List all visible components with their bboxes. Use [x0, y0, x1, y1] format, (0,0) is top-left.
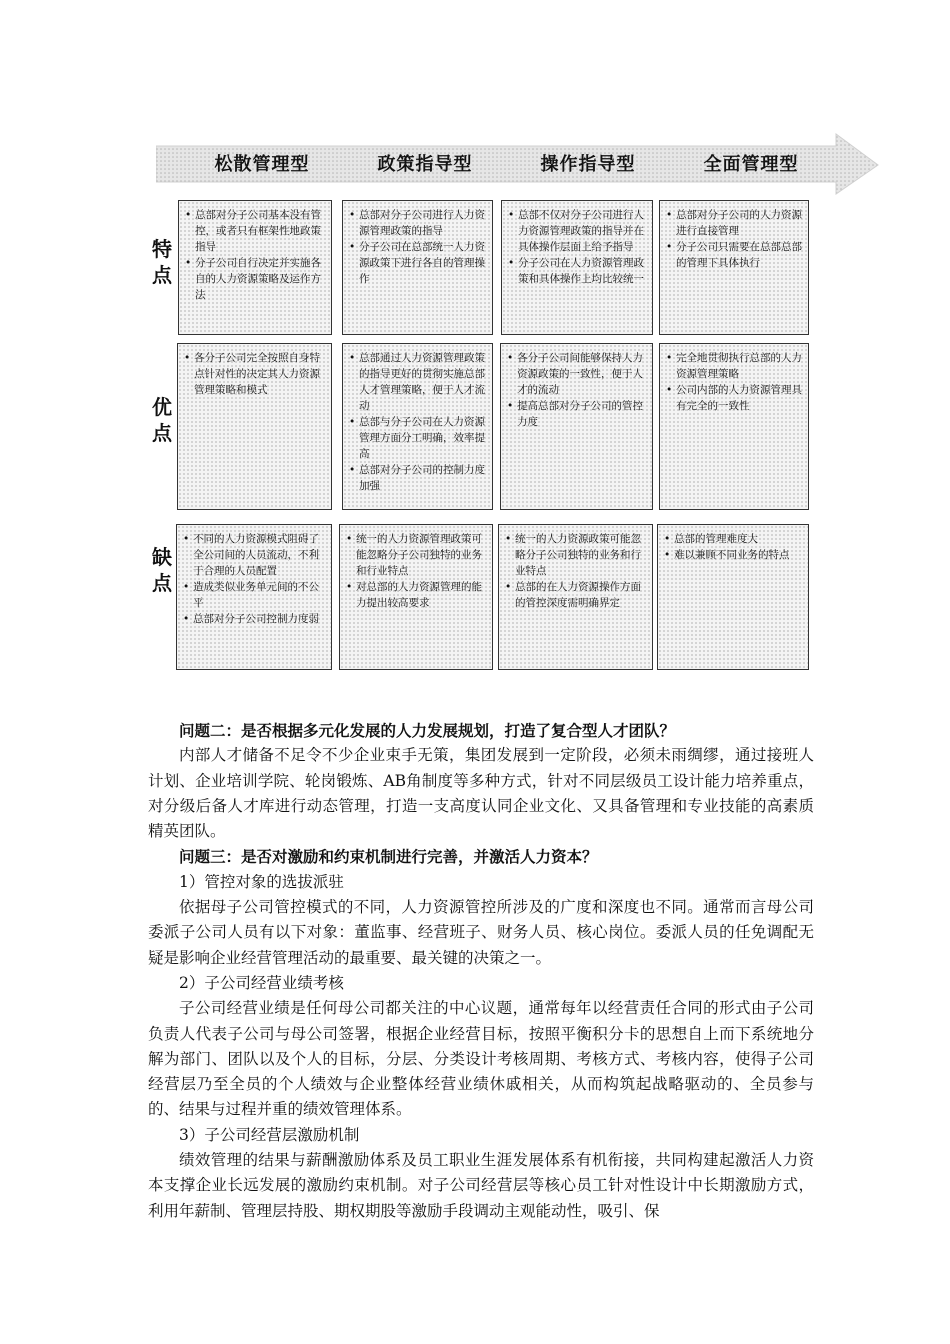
section-two-title: 2）子公司经营业绩考核	[179, 973, 344, 992]
bullet-list	[664, 531, 802, 563]
section-three-title: 3）子公司经营层激励机制	[179, 1125, 360, 1144]
bullet-item: • 总部通过人力资源管理政策的指导更好的贯彻实施总部人才管理策略，便于人才流动	[349, 350, 486, 414]
bullet-list	[183, 531, 325, 627]
bullet-item: • 不同的人力资源模式阻碍了全公司间的人员流动，不利于合理的人员配置	[183, 531, 325, 579]
section-two-paragraph: 子公司经营业绩是任何母公司都关注的中心议题，通常每年以经营责任合同的形式由子公司负责人代表子公司与母公司签署，根据企业经营目标，按照平衡积分卡的思想自上而下系统地分解为部门、团队以及个人的目标，分层、分类设计考核周期、考核方式、考核内容，使得子公司经营层乃至全员的个人绩效与企业整体经营业绩休戚相关，从而构筑起战略驱动的、全员参与的、结果与过程并重的绩效管理体系。	[148, 999, 814, 1119]
section-one-title: 1）管控对象的选拔派驻	[179, 872, 344, 891]
cell-disadvantages-policy	[339, 524, 493, 670]
row-label-features: 特点	[152, 237, 172, 287]
bullet-list	[346, 531, 486, 611]
cell-advantages-full	[659, 343, 809, 510]
question-two-paragraph: 内部人才储备不足令不少企业束手无策，集团发展到一定阶段，必须未雨绸缪，通过接班人计划、企业培训学院、轮岗锻炼、AB角制度等多种方式，针对不同层级员工设计能力培养重点，对分级后备人才库进行动态管理，打造一支高度认同企业文化、又具备管理和专业技能的高素质精英团队。	[148, 746, 814, 841]
header-policy: 政策指导型	[377, 154, 473, 175]
section-one-paragraph: 依据母子公司管控模式的不同，人力资源管控所涉及的广度和深度也不同。通常而言母公司委派子公司人员有以下对象：董监事、经营班子、财务人员、核心岗位。委派人员的任免调配无疑是影响企业经营管理活动的最重要、最关键的决策之一。	[148, 898, 814, 967]
header-loose: 松散管理型	[214, 154, 310, 175]
bullet-list	[349, 207, 486, 287]
cell-advantages-operation	[500, 343, 653, 510]
bullet-list	[505, 531, 646, 611]
cell-features-policy	[342, 200, 493, 335]
bullet-item: • 总部与分子公司在人力资源管理方面分工明确，效率提高	[349, 414, 486, 462]
cell-features-loose	[178, 200, 332, 335]
bullet-item: • 分子公司只需要在总部总部的管理下具体执行	[666, 239, 802, 271]
bullet-item: • 对总部的人力资源管理的能力提出较高要求	[346, 579, 486, 611]
bullet-item: • 统一的人力资源管理政策可能忽略分子公司独特的业务和行业特点	[346, 531, 486, 579]
bullet-item: • 统一的人力资源政策可能忽略分子公司独特的业务和行业特点	[505, 531, 646, 579]
cell-advantages-loose	[177, 343, 332, 510]
bullet-item: • 总部对分子公司基本没有管控，或者只有框架性地政策指导	[185, 207, 325, 255]
bullet-item: • 难以兼顾不同业务的特点	[664, 547, 802, 563]
cell-disadvantages-full	[657, 524, 809, 670]
bullet-item: • 总部不仅对分子公司进行人力资源管理政策的指导并在具体操作层面上给予指导	[508, 207, 646, 255]
row-label-disadvantages: 缺点	[152, 545, 172, 595]
bullet-list	[666, 207, 802, 271]
section-three-paragraph: 绩效管理的结果与薪酬激励体系及员工职业生涯发展体系有机衔接，共同构建起激活人力资本支撑企业长远发展的激励约束机制。对子公司经营层等核心员工针对性设计中长期激励方式，利用年薪制、管理层持股、期权期股等激励手段调动主观能动性，吸引、保	[148, 1151, 814, 1220]
bullet-list	[184, 350, 325, 398]
bullet-item: • 分子公司在人力资源管理政策和具体操作上均比较统一	[508, 255, 646, 287]
cell-features-operation	[501, 200, 653, 335]
bullet-item: • 总部的管理难度大	[664, 531, 802, 547]
bullet-list	[508, 207, 646, 287]
hr-control-model-diagram	[150, 130, 880, 675]
bullet-item: • 提高总部对分子公司的管控力度	[507, 398, 646, 430]
bullet-item: • 总部对分子公司进行人力资源管理政策的指导	[349, 207, 486, 239]
cell-disadvantages-loose	[176, 524, 332, 670]
bullet-list	[349, 350, 486, 494]
bullet-item: • 总部对分子公司的控制力度加强	[349, 462, 486, 494]
question-three-title: 问题三：是否对激励和约束机制进行完善，并激活人力资本？	[179, 847, 598, 867]
bullet-item: • 总部的在人力资源操作方面的管控深度需明确界定	[505, 579, 646, 611]
bullet-item: • 分子公司自行决定并实施各自的人力资源策略及运作方法	[185, 255, 325, 303]
question-two-title: 问题二：是否根据多元化发展的人力发展规划，打造了复合型人才团队？	[179, 721, 676, 740]
bullet-item: • 造成类似业务单元间的不公平	[183, 579, 325, 611]
bullet-list	[507, 350, 646, 430]
bullet-item: • 总部对分子公司控制力度弱	[183, 611, 325, 627]
bullet-item: • 总部对分子公司的人力资源进行直接管理	[666, 207, 802, 239]
row-label-advantages: 优点	[152, 395, 172, 445]
bullet-item: • 各分子公司完全按照自身特点针对性的决定其人力资源管理策略和模式	[184, 350, 325, 398]
bullet-item: • 各分子公司间能够保持人力资源政策的一致性，便于人才的流动	[507, 350, 646, 398]
bullet-item: • 分子公司在总部统一人力资源政策下进行各自的管理操作	[349, 239, 486, 287]
header-operation: 操作指导型	[540, 154, 636, 175]
cell-features-full	[659, 200, 809, 335]
bullet-list	[185, 207, 325, 303]
bullet-list	[666, 350, 802, 414]
cell-advantages-policy	[342, 343, 493, 510]
header-full: 全面管理型	[703, 154, 799, 175]
body-text	[148, 718, 814, 1224]
cell-disadvantages-operation	[498, 524, 653, 670]
bullet-item: • 完全地贯彻执行总部的人力资源管理策略	[666, 350, 802, 382]
bullet-item: • 公司内部的人力资源管理具有完全的一致性	[666, 382, 802, 414]
